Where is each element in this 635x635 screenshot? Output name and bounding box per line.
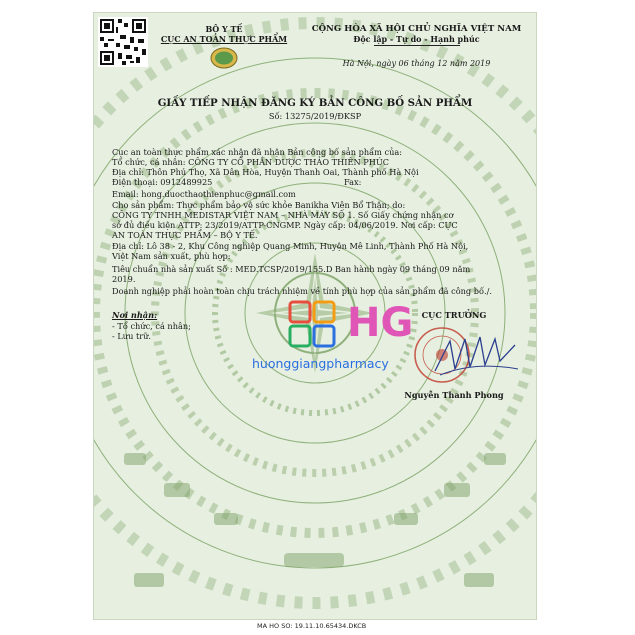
recipient-item: - Lưu trữ. [112, 331, 152, 341]
watermark-site: huonggiangpharmacy [252, 356, 389, 371]
body-email: Email: hong.duocthaothienphuc@gmail.com [112, 189, 296, 199]
department-name: CỤC AN TOÀN THỰC PHẨM [160, 34, 288, 44]
country-name: CỘNG HÒA XÃ HỘI CHỦ NGHĨA VIỆT NAM [311, 24, 522, 34]
national-motto: Độc lập - Tự do - Hạnh phúc [353, 34, 480, 44]
body-maker-line3: AN TOÀN THỰC PHẨM – BỘ Y TẾ. [112, 230, 258, 240]
signature [430, 331, 520, 381]
signer-name: Nguyễn Thanh Phong [404, 390, 504, 400]
body-standard-line2: 2019. [112, 274, 136, 284]
motto-underline [374, 45, 460, 46]
certificate-page [93, 12, 537, 620]
body-product: Cho sản phẩm: Thực phẩm bảo vệ sức khỏe Banikha Viên Bổ Thận; do: [112, 200, 406, 210]
body-maker-line1: CÔNG TY TNHH MEDISTAR VIỆT NAM – NHÀ MÁY SỐ 1. Số Giấy chứng nhận cơ [112, 210, 454, 220]
pharmacy-cross-icon [286, 298, 346, 353]
document-number: Số: 13275/2019/ĐKSP [268, 111, 362, 121]
body-intro: Cục an toàn thực phẩm xác nhận đã nhận Bản công bố sản phẩm của: [112, 147, 403, 157]
place-date: Hà Nội, ngày 06 tháng 12 năm 2019 [342, 59, 491, 68]
watermark-logo-text: HG [347, 300, 414, 346]
body-fax: Fax: [344, 177, 362, 187]
body-maker-address-line1: Địa chỉ: Lô 38 - 2, Khu Công nghiệp Quang Minh, Huyện Mê Linh, Thành Phố Hà Nội, [112, 241, 469, 251]
body-maker-line2: sở đủ điều kiện ATTP: 23/2019/ATTP-CNGMP. Ngày cấp: 04/06/2019. Nơi cấp: CỤC [112, 220, 458, 230]
dossier-code: MA HO SO: 19.11.10.65434.DKCB [257, 622, 367, 630]
body-responsibility: Doanh nghiệp phải hoàn toàn chịu trách nhiệm về tính phù hợp của sản phẩm đã công bố./. [112, 286, 492, 296]
body-maker-address-line2: Việt Nam sản xuất, phù hợp: [112, 251, 231, 261]
recipient-item: - Tổ chức, cá nhân; [112, 321, 191, 331]
body-org: Tổ chức, cá nhân: CÔNG TY CỔ PHẦN DƯỢC THẢO THIÊN PHÚC [112, 157, 390, 167]
ministry-name: BỘ Y TẾ [205, 24, 243, 34]
document-title: GIẤY TIẾP NHẬN ĐĂNG KÝ BẢN CÔNG BỐ SẢN PHẨM [157, 97, 473, 109]
recipients-label: Nơi nhận: [112, 310, 158, 320]
department-emblem [210, 47, 238, 69]
qr-code [98, 17, 148, 67]
body-standard-line1: Tiêu chuẩn nhà sản xuất Số : MED.TCSP/2019/155.D Ban hành ngày 09 tháng 09 năm [112, 264, 471, 274]
body-address: Địa chỉ: Thôn Phú Thọ, Xã Dân Hòa, Huyện Thanh Oai, Thành phố Hà Nội [112, 167, 419, 177]
body-phone: Điện thoại: 0912489925 [112, 177, 213, 187]
signer-role: CỤC TRƯỞNG [421, 310, 487, 320]
